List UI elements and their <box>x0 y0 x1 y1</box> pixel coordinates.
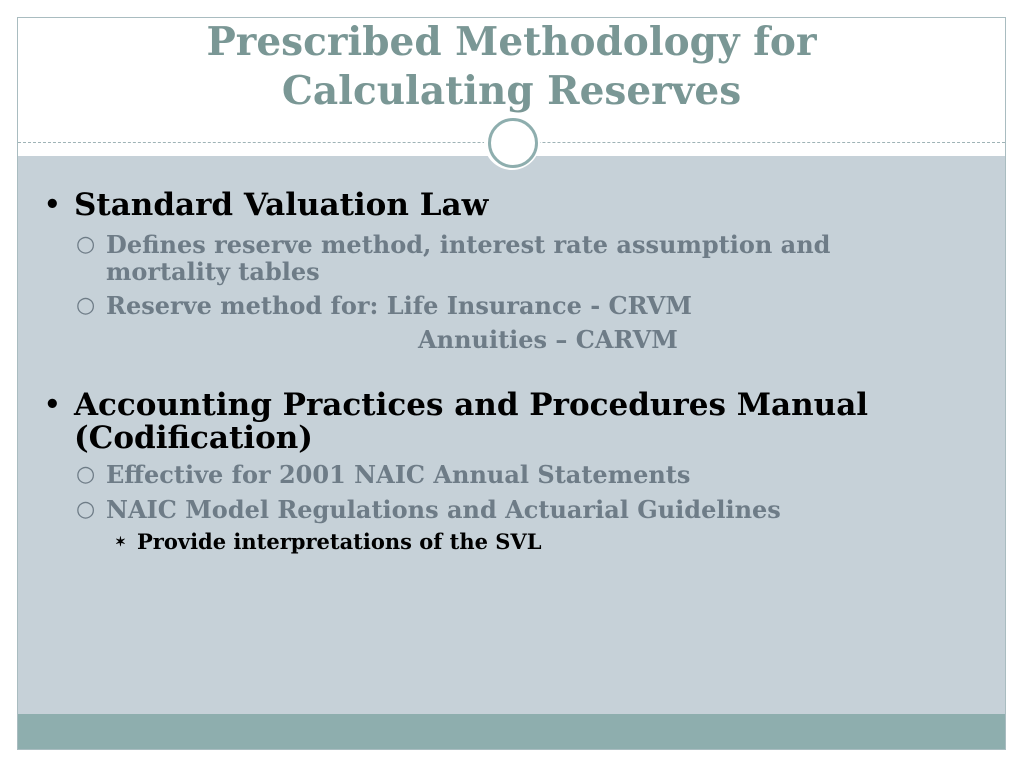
ring-bullet-icon: ○ <box>76 232 96 257</box>
sub-bullet-text-line-1: Reserve method for: Life Insurance - CRVM <box>106 291 692 320</box>
ring-bullet-icon: ○ <box>76 293 96 318</box>
sub-bullet-defines-reserve <box>76 230 831 259</box>
sub-bullet-text: NAIC Model Regulations and Actuarial Guidelines <box>106 495 781 524</box>
ring-bullet-icon: ○ <box>76 462 96 487</box>
sub-bullet-text-line-1: Defines reserve method, interest rate assumption and <box>106 230 831 259</box>
sub-sub-bullet-text: Provide interpretations of the SVL <box>137 529 542 554</box>
bullet-accounting-practices <box>44 387 869 423</box>
title-line-1: Prescribed Methodology for <box>206 19 817 65</box>
sub-sub-bullet-interpretations <box>115 529 542 554</box>
bullet-accounting-practices-cont <box>74 422 313 455</box>
bullet-standard-valuation-law <box>44 187 489 223</box>
sub-bullet-effective-2001 <box>76 460 691 489</box>
bullet-text-line-1: Accounting Practices and Procedures Manual <box>74 387 869 423</box>
bullet-text-line-2: (Codification) <box>74 420 313 456</box>
sub-bullet-text: Effective for 2001 NAIC Annual Statements <box>106 460 691 489</box>
star-bullet-icon: ✶ <box>115 535 126 550</box>
bullet-text: Standard Valuation Law <box>74 187 489 223</box>
sub-bullet-defines-reserve-cont <box>106 258 320 285</box>
ring-bullet-icon: ○ <box>76 497 96 522</box>
sub-bullet-reserve-method <box>76 291 692 320</box>
bullet-icon: • <box>44 190 61 220</box>
sub-bullet-reserve-method-annuities <box>418 326 678 353</box>
bullet-icon: • <box>44 390 61 420</box>
slide-body <box>18 18 1005 749</box>
sub-bullet-text-line-2: mortality tables <box>106 257 320 286</box>
title-line-2: Calculating Reserves <box>281 68 742 114</box>
sub-bullet-text-line-2: Annuities – CARVM <box>418 325 678 354</box>
sub-bullet-naic-model-regulations <box>76 495 781 524</box>
slide <box>17 17 1006 750</box>
